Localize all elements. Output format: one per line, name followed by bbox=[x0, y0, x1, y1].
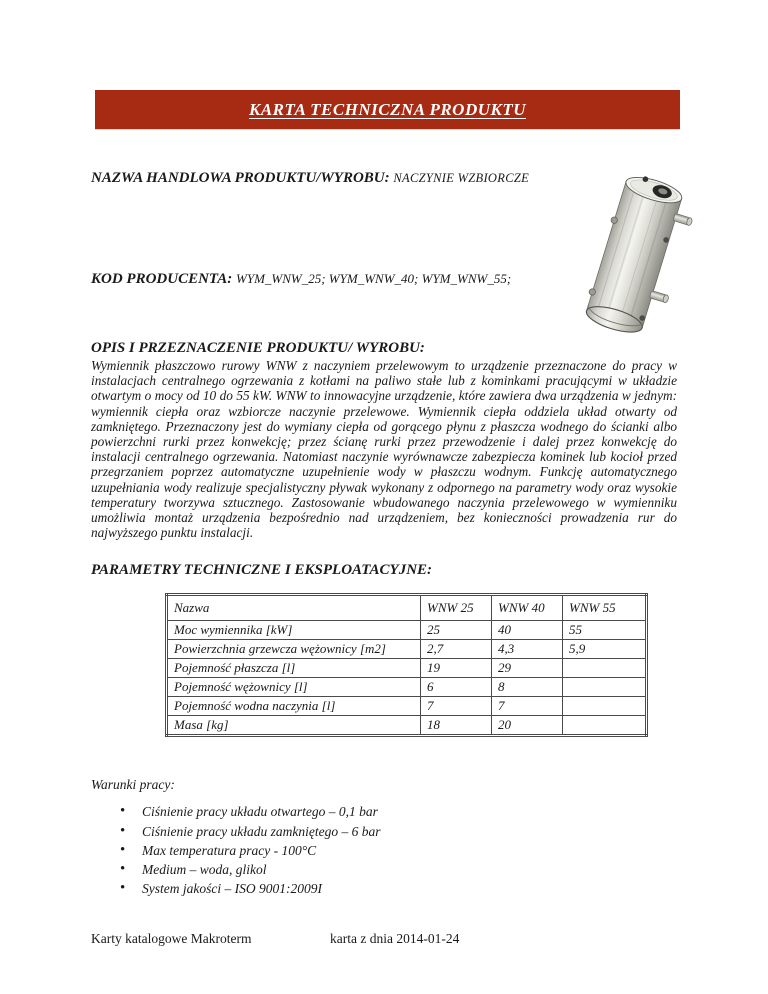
expansion-vessel-drawing bbox=[574, 167, 696, 343]
table-cell: 19 bbox=[421, 659, 492, 678]
table-row bbox=[167, 716, 647, 736]
table-header-row bbox=[167, 595, 647, 621]
table-row bbox=[167, 697, 647, 716]
table-cell bbox=[563, 697, 647, 716]
footer-left-text: Karty katalogowe Makroterm bbox=[91, 931, 252, 946]
table-row bbox=[167, 621, 647, 640]
table-cell: Moc wymiennika [kW] bbox=[167, 621, 421, 640]
list-item: • System jakości – ISO 9001:2009I bbox=[120, 879, 677, 898]
table-cell: 25 bbox=[421, 621, 492, 640]
working-conditions-heading: Warunki pracy: bbox=[91, 777, 175, 793]
producer-code-value: WYM_WNW_25; WYM_WNW_40; WYM_WNW_55; bbox=[236, 271, 512, 286]
table-header-nazwa: Nazwa bbox=[167, 595, 421, 621]
table-cell: 5,9 bbox=[563, 640, 647, 659]
list-item: • Ciśnienie pracy układu otwartego – 0,1 bar bbox=[120, 802, 677, 821]
list-item: • Medium – woda, glikol bbox=[120, 860, 677, 879]
table-cell: 8 bbox=[492, 678, 563, 697]
table-cell: Pojemność płaszcza [l] bbox=[167, 659, 421, 678]
table-cell: 55 bbox=[563, 621, 647, 640]
table-cell: 7 bbox=[421, 697, 492, 716]
parameters-heading: PARAMETRY TECHNICZNE I EKSPLOATACYJNE: bbox=[91, 562, 433, 579]
table-cell: 6 bbox=[421, 678, 492, 697]
list-item: • Ciśnienie pracy układu zamkniętego – 6 bar bbox=[120, 822, 677, 841]
description-body: Wymiennik płaszczowo rurowy WNW z naczyniem przelewowym to urządzenie przeznaczone do pracy w instalacjach centralnego ogrzewania z kotłami na paliwo stałe lub z kominkami pracującymi w układzie otwartym o mocy od 10 do 55 kW. WNW to innowacyjne urządzenie, które zawiera dwa urządzenia w jednym: wymiennik ciepła oraz wzbiorcze naczynie przelewowe. Wymiennik ciepła oddziela układ otwarty od zamkniętego. Przeznaczony jest do wymiany ciepła od gorącego płynu z płaszcza wodnego do ścianki albo powierzchni rurki przez konwekcję; przez ścianę rurki przez przewodzenie i dalej przez konwekcję do instalacji centralnego ogrzewania. Natomiast naczynie wyrównawcze zabezpiecza kominek lub kocioł przed przegrzaniem poprzez automatyczne uzupełnienie wody w płaszczu wodnym. Funkcję automatycznego uzupełniania wody realizuje specjalistyczny pływak wykonany z odpornego na parametry wody oraz wysokie temperatury tworzywa sztucznego. Zastosowanie wbudowanego naczynia przelewowego w wymienniku umożliwia montaż urządzenia bezpośrednio nad urządzeniem, bez konieczności prowadzenia rur do najwyższego punktu instalacji. bbox=[91, 358, 677, 541]
table-cell: Pojemność wężownicy [l] bbox=[167, 678, 421, 697]
table-row bbox=[167, 659, 647, 678]
footer-date-text: karta z dnia 2014-01-24 bbox=[330, 931, 460, 946]
table-cell: 7 bbox=[492, 697, 563, 716]
table-cell bbox=[563, 678, 647, 697]
page-title: KARTA TECHNICZNA PRODUKTU bbox=[249, 99, 526, 119]
table-cell: 40 bbox=[492, 621, 563, 640]
table-cell: 29 bbox=[492, 659, 563, 678]
table-cell bbox=[563, 659, 647, 678]
table-row bbox=[167, 678, 647, 697]
table-header-wnw25: WNW 25 bbox=[421, 595, 492, 621]
table-cell bbox=[563, 716, 647, 736]
table-cell: Masa [kg] bbox=[167, 716, 421, 736]
table-cell: Powierzchnia grzewcza wężownicy [m2] bbox=[167, 640, 421, 659]
table-cell: 20 bbox=[492, 716, 563, 736]
table-cell: 18 bbox=[421, 716, 492, 736]
product-image bbox=[574, 167, 696, 343]
table-header-wnw55: WNW 55 bbox=[563, 595, 647, 621]
table-header-wnw40: WNW 40 bbox=[492, 595, 563, 621]
table-cell: 2,7 bbox=[421, 640, 492, 659]
description-heading: OPIS I PRZEZNACZENIE PRODUKTU/ WYROBU: bbox=[91, 340, 425, 356]
parameters-table bbox=[165, 593, 648, 737]
title-banner bbox=[95, 90, 680, 129]
working-conditions-list bbox=[91, 802, 677, 898]
table-cell: Pojemność wodna naczynia [l] bbox=[167, 697, 421, 716]
product-name-value: NACZYNIE WZBIORCZE bbox=[393, 171, 530, 185]
table-row bbox=[167, 640, 647, 659]
list-item: • Max temperatura pracy - 100°C bbox=[120, 841, 677, 860]
table-cell: 4,3 bbox=[492, 640, 563, 659]
product-name-label: NAZWA HANDLOWA PRODUKTU/WYROBU: bbox=[91, 170, 390, 186]
producer-code-label: KOD PRODUCENTA: bbox=[91, 271, 233, 287]
